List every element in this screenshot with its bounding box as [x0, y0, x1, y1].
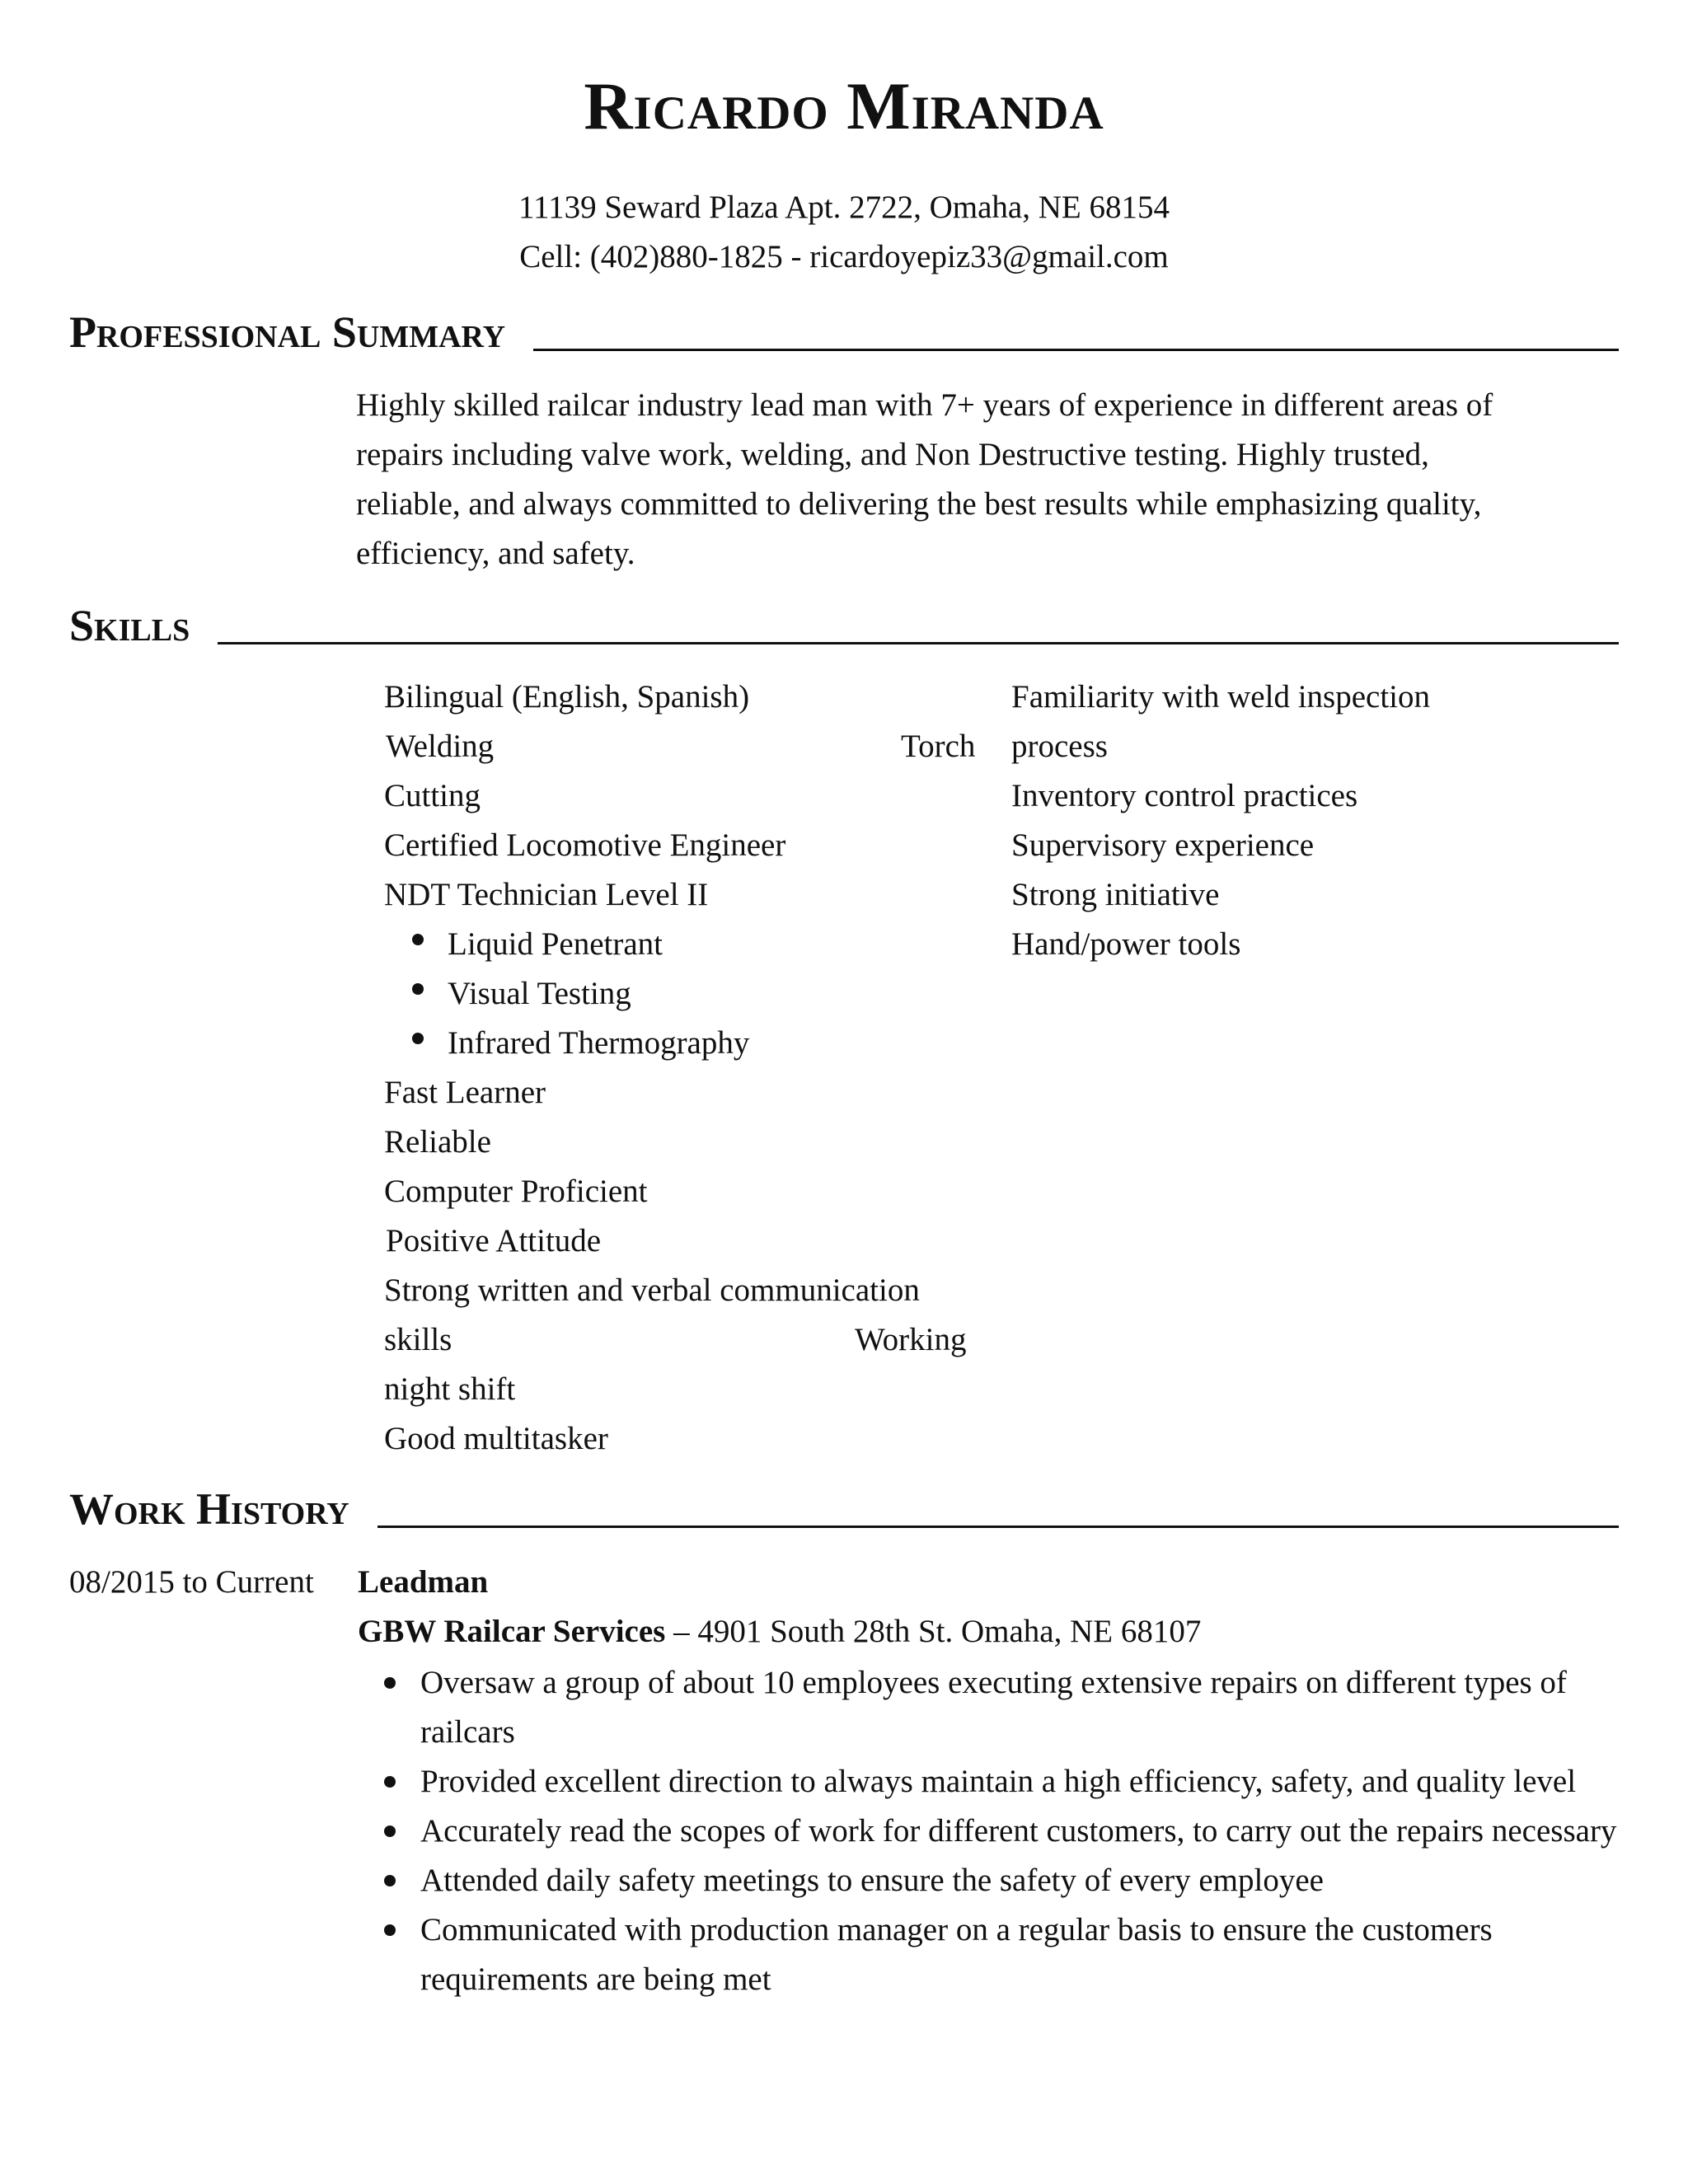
duty-text: Accurately read the scopes of work for different customers, to carry out the repairs necessary [420, 1813, 1617, 1849]
list-item [379, 1856, 1624, 1905]
skill-cutting: Cutting [384, 778, 481, 813]
skill-inventory: Inventory control practices [1011, 778, 1358, 813]
address-line: 11139 Seward Plaza Apt. 2722, Omaha, NE 68154 [518, 190, 1170, 225]
skill-multitasker: Good multitasker [384, 1421, 608, 1456]
bullet-icon [384, 1677, 396, 1689]
job-dates: 08/2015 to Current [69, 1564, 314, 1600]
duty-text: Attended daily safety meetings to ensure the safety of every employee [420, 1863, 1324, 1898]
skill-locomotive: Certified Locomotive Engineer [384, 827, 786, 863]
list-item [379, 1757, 1624, 1807]
summary-line: Highly skilled railcar industry lead man with 7+ years of experience in different areas of [356, 387, 1493, 423]
summary-heading: Professional Summary [69, 307, 506, 357]
skills-section-header [69, 603, 1619, 648]
skill-reliable: Reliable [384, 1124, 491, 1160]
work-heading: Work History [69, 1484, 349, 1534]
summary-divider [533, 349, 1619, 351]
skill-communication: Strong written and verbal communication [384, 1272, 920, 1308]
work-divider [377, 1526, 1619, 1528]
bullet-icon [412, 1033, 424, 1044]
skill-night-shift: night shift [384, 1371, 516, 1407]
skill-weld-inspection: Familiarity with weld inspection [1011, 679, 1431, 715]
skill-initiative: Strong initiative [1011, 877, 1220, 912]
skill-positive: Positive Attitude [386, 1223, 602, 1258]
skill-fast-learner: Fast Learner [384, 1075, 546, 1110]
list-item [379, 1807, 1624, 1856]
duty-text: Oversaw a group of about 10 employees executing extensive repairs on different types of railcars [420, 1665, 1567, 1750]
list-item [379, 1658, 1624, 1757]
skill-torch: Torch [901, 729, 976, 764]
skill-bilingual: Bilingual (English, Spanish) [384, 679, 750, 715]
summary-paragraph [356, 381, 1621, 579]
bullet-icon [384, 1875, 396, 1886]
skill-ndt-item: Liquid Penetrant [448, 926, 663, 962]
skills-heading: Skills [69, 601, 190, 650]
skill-computer: Computer Proficient [384, 1174, 648, 1209]
skill-supervisory: Supervisory experience [1011, 827, 1315, 863]
bullet-icon [384, 1776, 396, 1788]
candidate-name: Ricardo Miranda [584, 68, 1104, 143]
skill-ndt-item: Visual Testing [448, 976, 631, 1011]
skills-divider [218, 642, 1619, 644]
company-name: GBW Railcar Services [358, 1614, 666, 1649]
duty-text: Provided excellent direction to always maintain a high efficiency, safety, and quality level [420, 1764, 1577, 1799]
skill-working: Working [855, 1322, 967, 1357]
job-title: Leadman [358, 1564, 489, 1600]
skill-communication-cont: skills [384, 1322, 452, 1357]
phone-email-line: Cell: (402)880-1825 - ricardoyepiz33@gmail.com [519, 239, 1169, 274]
bullet-icon [384, 1924, 396, 1936]
skill-ndt: NDT Technician Level II [384, 877, 709, 912]
summary-line: repairs including valve work, welding, and Non Destructive testing. Highly trusted, [356, 437, 1429, 472]
skill-ndt-item: Infrared Thermography [448, 1025, 750, 1061]
skill-welding: Welding [386, 729, 495, 764]
company-location: – 4901 South 28th St. Omaha, NE 68107 [665, 1614, 1202, 1649]
duty-text: Communicated with production manager on a regular basis to ensure the customers requirements are being met [420, 1912, 1493, 1997]
job-duties-list [379, 1658, 1624, 2004]
summary-line: reliable, and always committed to delivering the best results while emphasizing quality, [356, 486, 1482, 522]
work-section-header [69, 1484, 1619, 1534]
list-item [379, 1905, 1624, 2004]
bullet-icon [412, 934, 424, 945]
skill-weld-inspection-cont: process [1011, 729, 1108, 764]
summary-line: efficiency, and safety. [356, 536, 635, 571]
skill-tools: Hand/power tools [1011, 926, 1241, 962]
bullet-icon [384, 1825, 396, 1837]
summary-section-header [69, 307, 1619, 357]
bullet-icon [412, 983, 424, 995]
company-line [358, 1615, 1201, 1647]
